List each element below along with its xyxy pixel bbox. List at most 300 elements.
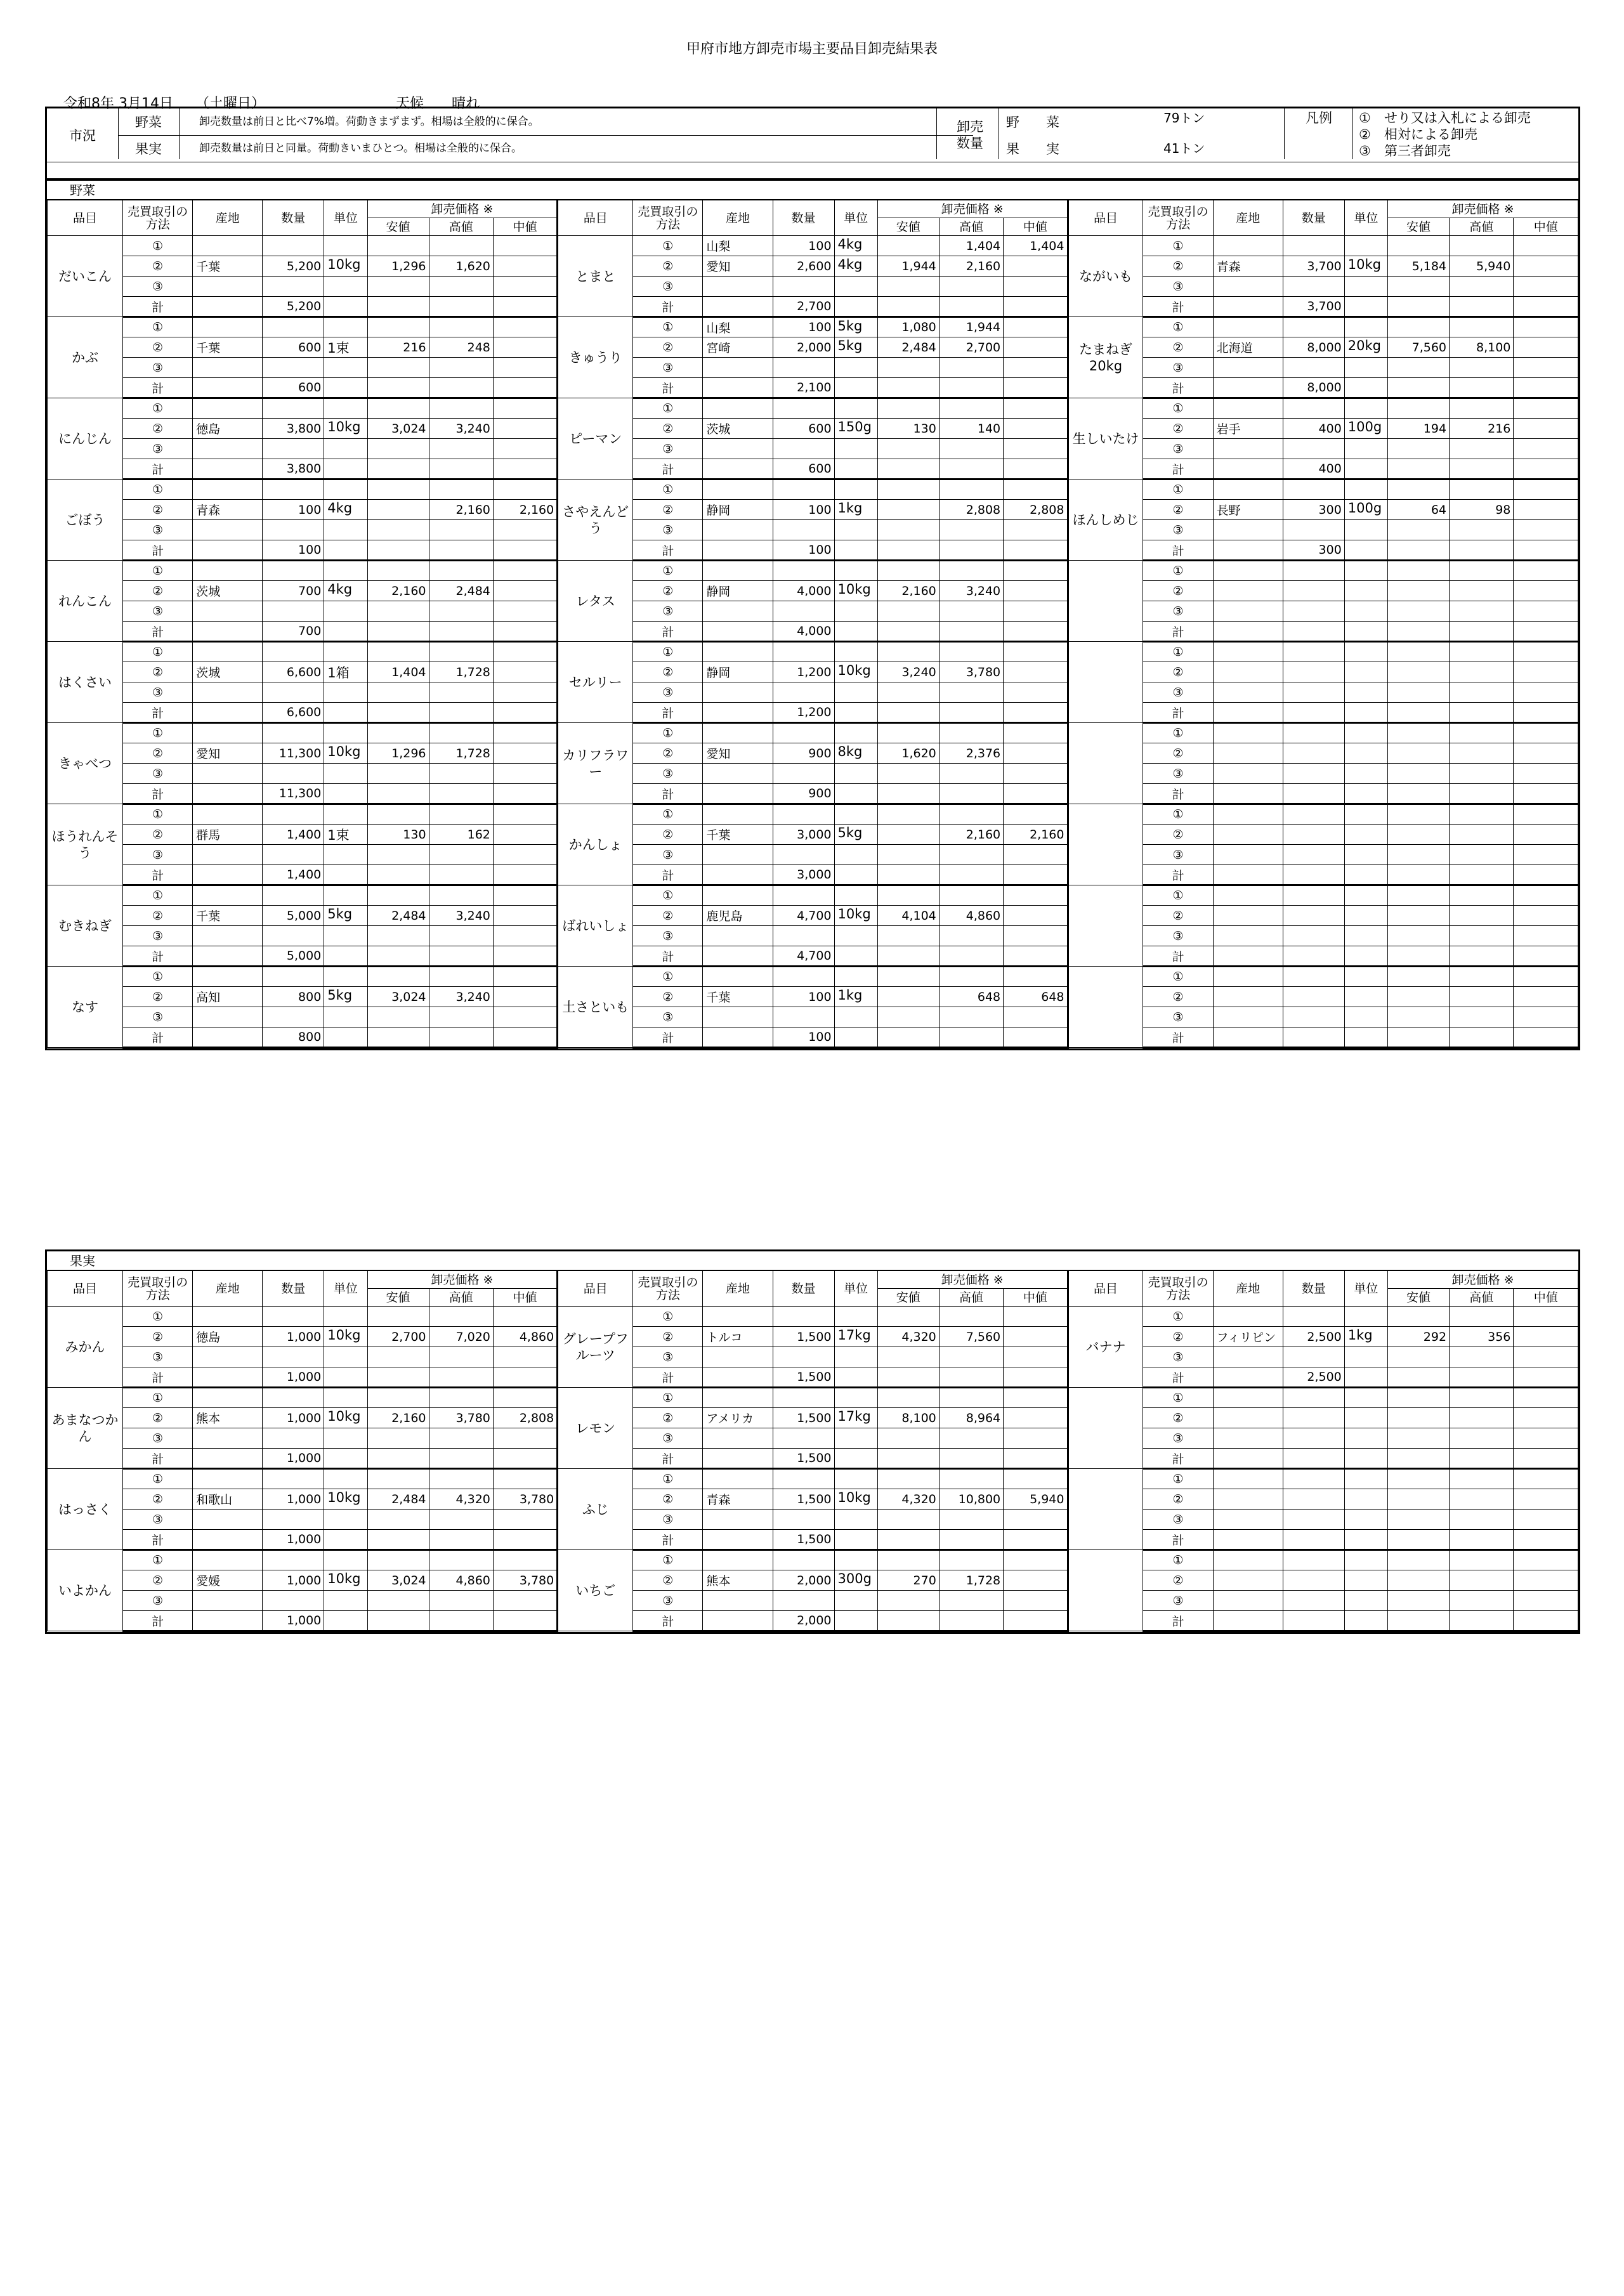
mid-price-cell xyxy=(1004,1530,1068,1550)
unit-cell xyxy=(1344,926,1387,946)
table-row xyxy=(48,459,1578,479)
method-cell: 計 xyxy=(1143,1027,1213,1048)
qty-cell: 700 xyxy=(263,622,324,642)
method-cell: ③ xyxy=(122,439,192,459)
qty-cell xyxy=(1283,601,1344,622)
low-price-cell xyxy=(367,1428,429,1449)
low-price-cell xyxy=(367,500,429,520)
unit-cell xyxy=(1344,784,1387,804)
origin-cell xyxy=(703,1469,773,1489)
mid-price-cell xyxy=(493,236,557,256)
qty-cell: 8,000 xyxy=(1283,337,1344,358)
qty-cell: 1,000 xyxy=(263,1327,324,1347)
qty-cell xyxy=(263,398,324,419)
qty-cell xyxy=(263,1307,324,1327)
low-price-cell xyxy=(367,277,429,297)
qty-cell: 900 xyxy=(773,784,834,804)
origin-cell xyxy=(703,358,773,378)
origin-cell xyxy=(703,1510,773,1530)
low-price-cell xyxy=(877,1027,939,1048)
unit-cell: 10kg xyxy=(834,581,877,601)
low-price-cell xyxy=(877,703,939,723)
mid-price-cell xyxy=(493,1007,557,1027)
mid-price-cell xyxy=(1004,1469,1068,1489)
table-row xyxy=(48,1307,1578,1327)
mid-price-cell: 648 xyxy=(1004,987,1068,1007)
mid-price-cell xyxy=(1514,865,1578,885)
qty-cell: 1,500 xyxy=(773,1327,834,1347)
item-name xyxy=(1068,723,1143,804)
mid-price-cell xyxy=(1514,1550,1578,1570)
method-cell: ① xyxy=(122,967,192,987)
high-price-cell: 356 xyxy=(1450,1327,1514,1347)
low-price-cell: 130 xyxy=(367,825,429,845)
unit-cell xyxy=(324,1428,367,1449)
high-price-cell xyxy=(939,865,1003,885)
unit-cell xyxy=(324,1469,367,1489)
low-price-cell xyxy=(1388,1388,1450,1408)
origin-cell: トルコ xyxy=(703,1327,773,1347)
mid-price-cell xyxy=(493,1027,557,1048)
low-price-cell xyxy=(1388,459,1450,479)
mid-price-cell xyxy=(1004,1388,1068,1408)
qty-cell: 600 xyxy=(773,459,834,479)
low-price-cell xyxy=(1388,317,1450,337)
qty-cell xyxy=(773,1307,834,1327)
mid-price-cell xyxy=(1004,1550,1068,1570)
qty-cell xyxy=(1283,1428,1344,1449)
method-cell: ① xyxy=(633,398,703,419)
method-cell: ② xyxy=(122,419,192,439)
unit-cell xyxy=(324,622,367,642)
origin-cell xyxy=(1213,1570,1283,1591)
origin-cell: 千葉 xyxy=(193,337,263,358)
method-cell: ① xyxy=(122,1469,192,1489)
origin-cell xyxy=(703,1307,773,1327)
origin-cell xyxy=(703,1428,773,1449)
high-price-cell xyxy=(429,317,493,337)
origin-cell xyxy=(193,540,263,561)
method-cell: 計 xyxy=(1143,297,1213,317)
mid-price-cell xyxy=(1004,926,1068,946)
mid-price-cell: 2,160 xyxy=(493,500,557,520)
method-cell: ② xyxy=(122,825,192,845)
origin-cell xyxy=(1213,682,1283,703)
origin-cell xyxy=(1213,743,1283,764)
header-unit: 単位 xyxy=(324,200,367,236)
table-row xyxy=(48,1388,1578,1408)
method-cell: ① xyxy=(633,479,703,500)
low-price-cell: 1,404 xyxy=(367,662,429,682)
high-price-cell xyxy=(939,1347,1003,1367)
qty-cell xyxy=(1283,561,1344,581)
unit-cell xyxy=(324,967,367,987)
origin-cell xyxy=(703,642,773,662)
low-price-cell xyxy=(877,297,939,317)
origin-cell: 青森 xyxy=(1213,256,1283,277)
origin-cell xyxy=(1213,601,1283,622)
low-price-cell xyxy=(1388,804,1450,825)
high-price-cell xyxy=(429,967,493,987)
table-row xyxy=(48,1510,1578,1530)
mid-price-cell xyxy=(1514,764,1578,784)
unit-cell xyxy=(834,845,877,865)
mid-price-cell xyxy=(1514,398,1578,419)
table-row xyxy=(48,926,1578,946)
table-row xyxy=(48,784,1578,804)
unit-cell: 10kg xyxy=(324,1327,367,1347)
unit-cell xyxy=(834,1007,877,1027)
mid-price-cell xyxy=(1514,885,1578,906)
qty-cell: 2,000 xyxy=(773,1611,834,1631)
weather-label: 天候 xyxy=(396,96,424,112)
high-price-cell xyxy=(429,926,493,946)
high-price-cell xyxy=(1450,946,1514,967)
mid-price-cell xyxy=(493,540,557,561)
origin-cell xyxy=(703,946,773,967)
origin-cell xyxy=(193,277,263,297)
qty-cell xyxy=(773,439,834,459)
mid-price-cell xyxy=(1514,804,1578,825)
header-high: 高値 xyxy=(429,218,493,236)
low-price-cell: 2,700 xyxy=(367,1327,429,1347)
origin-cell xyxy=(1213,1510,1283,1530)
method-cell: ③ xyxy=(122,1591,192,1611)
high-price-cell xyxy=(939,926,1003,946)
unit-cell xyxy=(324,297,367,317)
unit-cell xyxy=(1344,1307,1387,1327)
qty-cell xyxy=(1283,885,1344,906)
method-cell: ① xyxy=(122,804,192,825)
vegetable-section xyxy=(45,179,1580,1050)
unit-cell xyxy=(834,764,877,784)
qty-cell: 700 xyxy=(263,581,324,601)
origin-cell xyxy=(703,622,773,642)
method-cell: ③ xyxy=(122,1510,192,1530)
high-price-cell: 98 xyxy=(1450,500,1514,520)
qty-cell xyxy=(1283,1550,1344,1570)
method-cell: 計 xyxy=(1143,1449,1213,1469)
qty-cell xyxy=(773,723,834,743)
table-row xyxy=(48,1367,1578,1388)
method-cell: 計 xyxy=(1143,459,1213,479)
item-name: はっさく xyxy=(48,1469,123,1550)
high-price-cell: 7,020 xyxy=(429,1327,493,1347)
qty-cell: 2,000 xyxy=(773,337,834,358)
origin-cell xyxy=(193,764,263,784)
high-price-cell xyxy=(429,520,493,540)
qty-cell: 1,000 xyxy=(263,1530,324,1550)
header-method: 売買取引の方法 xyxy=(633,200,703,236)
low-price-cell xyxy=(367,703,429,723)
header-qty: 数量 xyxy=(773,200,834,236)
low-price-cell xyxy=(367,967,429,987)
method-cell: ② xyxy=(122,1408,192,1428)
item-name: れんこん xyxy=(48,561,123,642)
high-price-cell xyxy=(939,1510,1003,1530)
mid-price-cell xyxy=(1514,1611,1578,1631)
high-price-cell xyxy=(1450,906,1514,926)
unit-cell xyxy=(1344,520,1387,540)
method-cell: ③ xyxy=(122,1347,192,1367)
table-row xyxy=(48,601,1578,622)
unit-cell xyxy=(1344,1570,1387,1591)
page-title: 甲府市地方卸売市場主要品目卸売結果表 xyxy=(686,41,938,57)
mid-price-cell xyxy=(1514,561,1578,581)
origin-cell: 静岡 xyxy=(703,500,773,520)
mid-price-cell xyxy=(1004,682,1068,703)
mid-price-cell xyxy=(1004,784,1068,804)
method-cell: ② xyxy=(1143,256,1213,277)
high-price-cell: 7,560 xyxy=(939,1327,1003,1347)
low-price-cell: 4,320 xyxy=(877,1327,939,1347)
low-price-cell: 130 xyxy=(877,419,939,439)
unit-cell xyxy=(324,398,367,419)
low-price-cell: 270 xyxy=(877,1570,939,1591)
method-cell: ② xyxy=(1143,500,1213,520)
qty-cell xyxy=(263,764,324,784)
table-row xyxy=(48,1347,1578,1367)
origin-cell xyxy=(193,479,263,500)
origin-cell xyxy=(703,1530,773,1550)
table-row xyxy=(48,398,1578,419)
item-name: なす xyxy=(48,967,123,1048)
table-row xyxy=(48,1570,1578,1591)
method-cell: ③ xyxy=(1143,682,1213,703)
origin-cell xyxy=(1213,439,1283,459)
mid-price-cell xyxy=(493,825,557,845)
low-price-cell xyxy=(1388,703,1450,723)
method-cell: 計 xyxy=(633,1611,703,1631)
header-origin: 産地 xyxy=(1213,200,1283,236)
item-name: ふじ xyxy=(558,1469,633,1550)
low-price-cell: 2,160 xyxy=(877,581,939,601)
qty-cell: 1,500 xyxy=(773,1367,834,1388)
unit-cell xyxy=(1344,703,1387,723)
mid-price-cell xyxy=(493,256,557,277)
qty-cell xyxy=(773,358,834,378)
high-price-cell xyxy=(1450,520,1514,540)
mid-price-cell xyxy=(493,1591,557,1611)
unit-cell xyxy=(324,520,367,540)
vegetable-table xyxy=(47,200,1578,1048)
method-cell: ① xyxy=(633,804,703,825)
unit-cell xyxy=(1344,865,1387,885)
unit-cell xyxy=(834,601,877,622)
low-price-cell xyxy=(1388,236,1450,256)
unit-cell xyxy=(834,1347,877,1367)
qty-cell: 1,400 xyxy=(263,825,324,845)
method-cell: ① xyxy=(633,236,703,256)
method-cell: ① xyxy=(633,317,703,337)
mid-price-cell xyxy=(493,743,557,764)
qty-cell: 300 xyxy=(1283,500,1344,520)
origin-cell xyxy=(703,703,773,723)
mid-price-cell xyxy=(1514,642,1578,662)
qty-cell xyxy=(263,1469,324,1489)
unit-cell: 10kg xyxy=(324,419,367,439)
method-cell: ① xyxy=(1143,1307,1213,1327)
method-cell: ① xyxy=(122,723,192,743)
low-price-cell: 4,104 xyxy=(877,906,939,926)
qty-cell xyxy=(263,926,324,946)
mid-price-cell xyxy=(493,1367,557,1388)
method-cell: ③ xyxy=(1143,1347,1213,1367)
qty-cell: 3,700 xyxy=(1283,256,1344,277)
high-price-cell xyxy=(429,1449,493,1469)
item-name xyxy=(1068,804,1143,885)
high-price-cell xyxy=(429,398,493,419)
origin-cell: 静岡 xyxy=(703,581,773,601)
method-cell: 計 xyxy=(122,1027,192,1048)
high-price-cell xyxy=(429,845,493,865)
low-price-cell xyxy=(367,1530,429,1550)
method-cell: ③ xyxy=(633,764,703,784)
origin-cell: 和歌山 xyxy=(193,1489,263,1510)
origin-cell xyxy=(703,297,773,317)
item-name: だいこん xyxy=(48,236,123,317)
table-row xyxy=(48,906,1578,926)
unit-cell xyxy=(834,378,877,398)
unit-cell xyxy=(1344,398,1387,419)
high-price-cell xyxy=(939,682,1003,703)
origin-cell xyxy=(1213,703,1283,723)
mid-price-cell xyxy=(1004,1347,1068,1367)
high-price-cell: 648 xyxy=(939,987,1003,1007)
mid-price-cell: 2,160 xyxy=(1004,825,1068,845)
mid-price-cell xyxy=(1514,926,1578,946)
high-price-cell: 4,860 xyxy=(429,1570,493,1591)
qty-cell xyxy=(773,277,834,297)
method-cell: ③ xyxy=(633,358,703,378)
unit-cell xyxy=(324,1307,367,1327)
unit-cell xyxy=(324,1007,367,1027)
low-price-cell: 3,240 xyxy=(877,662,939,682)
origin-cell xyxy=(193,1550,263,1570)
unit-cell xyxy=(1344,1007,1387,1027)
origin-cell xyxy=(703,1027,773,1048)
origin-cell: 熊本 xyxy=(703,1570,773,1591)
mid-price-cell xyxy=(493,1307,557,1327)
mid-price-cell xyxy=(493,946,557,967)
high-price-cell xyxy=(429,1428,493,1449)
low-price-cell xyxy=(877,967,939,987)
method-cell: ③ xyxy=(122,358,192,378)
mid-price-cell: 2,808 xyxy=(1004,500,1068,520)
method-cell: ① xyxy=(122,561,192,581)
mid-price-cell xyxy=(493,1449,557,1469)
unit-cell xyxy=(834,622,877,642)
market-summary xyxy=(45,107,1580,180)
method-cell: ③ xyxy=(633,1007,703,1027)
high-price-cell xyxy=(429,1611,493,1631)
origin-cell xyxy=(1213,1550,1283,1570)
header-origin: 産地 xyxy=(703,200,773,236)
low-price-cell: 1,944 xyxy=(877,256,939,277)
origin-cell xyxy=(1213,1408,1283,1428)
origin-cell xyxy=(193,1510,263,1530)
high-price-cell: 4,320 xyxy=(429,1489,493,1510)
low-price-cell xyxy=(877,540,939,561)
table-row xyxy=(48,1408,1578,1428)
qty-cell xyxy=(1283,1570,1344,1591)
low-price-cell xyxy=(1388,1027,1450,1048)
header-mid: 中値 xyxy=(1514,1289,1578,1307)
high-price-cell xyxy=(1450,1449,1514,1469)
high-price-cell xyxy=(429,561,493,581)
low-price-cell: 1,080 xyxy=(877,317,939,337)
origin-cell xyxy=(703,439,773,459)
qty-cell: 600 xyxy=(263,337,324,358)
qty-cell xyxy=(263,845,324,865)
origin-cell xyxy=(703,784,773,804)
qty-cell xyxy=(263,317,324,337)
high-price-cell: 5,940 xyxy=(1450,256,1514,277)
unit-cell xyxy=(324,845,367,865)
method-cell: ② xyxy=(122,1327,192,1347)
method-cell: ② xyxy=(122,987,192,1007)
qty-cell: 1,500 xyxy=(773,1489,834,1510)
low-price-cell xyxy=(1388,520,1450,540)
low-price-cell: 2,484 xyxy=(877,337,939,358)
unit-cell xyxy=(324,277,367,297)
method-cell: ③ xyxy=(122,1428,192,1449)
market-fruit-text: 卸売数量は前日と同量。荷動きいまひとつ。相場は全般的に保合。 xyxy=(199,142,522,155)
low-price-cell: 194 xyxy=(1388,419,1450,439)
header-price: 卸売価格 ※ xyxy=(877,200,1068,218)
high-price-cell xyxy=(429,682,493,703)
origin-cell xyxy=(703,277,773,297)
high-price-cell xyxy=(939,540,1003,561)
unit-cell xyxy=(324,317,367,337)
unit-cell xyxy=(834,1469,877,1489)
unit-cell xyxy=(1344,825,1387,845)
high-price-cell xyxy=(1450,743,1514,764)
method-cell: ② xyxy=(1143,987,1213,1007)
mid-price-cell: 1,404 xyxy=(1004,236,1068,256)
low-price-cell xyxy=(1388,540,1450,561)
unit-cell xyxy=(324,642,367,662)
unit-cell xyxy=(1344,601,1387,622)
fruit-table xyxy=(47,1270,1578,1632)
unit-cell xyxy=(1344,723,1387,743)
origin-cell xyxy=(1213,561,1283,581)
origin-cell xyxy=(703,1347,773,1367)
method-cell: 計 xyxy=(1143,865,1213,885)
low-price-cell xyxy=(367,378,429,398)
origin-cell xyxy=(703,1007,773,1027)
low-price-cell xyxy=(877,946,939,967)
low-price-cell xyxy=(1388,926,1450,946)
unit-cell xyxy=(324,723,367,743)
mid-price-cell xyxy=(1004,1591,1068,1611)
low-price-cell xyxy=(877,642,939,662)
method-cell: 計 xyxy=(122,297,192,317)
mid-price-cell xyxy=(1514,1307,1578,1327)
unit-cell xyxy=(1344,845,1387,865)
mid-price-cell xyxy=(1514,1510,1578,1530)
low-price-cell xyxy=(367,845,429,865)
table-row xyxy=(48,581,1578,601)
mid-price-cell xyxy=(1004,378,1068,398)
low-price-cell xyxy=(877,1611,939,1631)
origin-cell xyxy=(1213,825,1283,845)
mid-price-cell xyxy=(1514,297,1578,317)
high-price-cell xyxy=(1450,277,1514,297)
high-price-cell: 8,100 xyxy=(1450,337,1514,358)
origin-cell xyxy=(1213,297,1283,317)
mid-price-cell xyxy=(493,581,557,601)
